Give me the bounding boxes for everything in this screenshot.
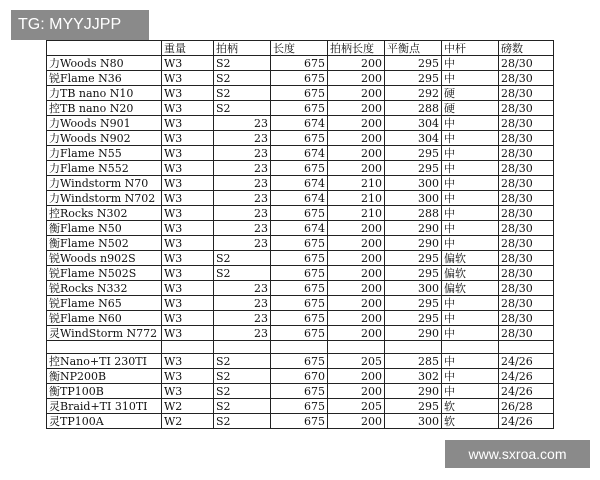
cell-model: 锐Flame N65 xyxy=(47,296,162,311)
cell-model: 力Woods N901 xyxy=(47,116,162,131)
table-row xyxy=(47,384,554,399)
cell-model: 锐Rocks N332 xyxy=(47,281,162,296)
table-row xyxy=(47,236,554,251)
cell-grip: 23 xyxy=(214,326,271,341)
cell-handle-length: 200 xyxy=(328,236,385,251)
cell-weight: W3 xyxy=(162,191,214,206)
cell-shaft: 中 xyxy=(442,384,499,399)
cell-length: 675 xyxy=(271,131,328,146)
cell-handle-length: 200 xyxy=(328,251,385,266)
header-handle-length: 拍柄长度 xyxy=(328,41,385,56)
cell-balance-point: 304 xyxy=(385,116,442,131)
channel-tag: TG: MYYJJPP xyxy=(11,10,149,40)
cell-model: 力Woods N80 xyxy=(47,56,162,71)
cell-model: 锐Flame N60 xyxy=(47,311,162,326)
cell-handle-length: 200 xyxy=(328,161,385,176)
table-spacer-row xyxy=(47,341,554,354)
cell-grip: 23 xyxy=(214,191,271,206)
cell-tension: 24/26 xyxy=(499,354,554,369)
cell-balance-point xyxy=(385,341,442,354)
cell-length: 675 xyxy=(271,56,328,71)
cell-tension: 28/30 xyxy=(499,146,554,161)
cell-length: 675 xyxy=(271,311,328,326)
cell-model: 力Windstorm N702 xyxy=(47,191,162,206)
cell-handle-length: 200 xyxy=(328,311,385,326)
cell-shaft: 中 xyxy=(442,116,499,131)
cell-handle-length: 200 xyxy=(328,101,385,116)
cell-weight: W3 xyxy=(162,71,214,86)
cell-shaft: 偏软 xyxy=(442,281,499,296)
cell-handle-length: 200 xyxy=(328,71,385,86)
cell-grip: 23 xyxy=(214,146,271,161)
cell-tension: 24/26 xyxy=(499,414,554,429)
cell-balance-point: 288 xyxy=(385,101,442,116)
cell-model: 衡Flame N50 xyxy=(47,221,162,236)
cell-model: 力Windstorm N70 xyxy=(47,176,162,191)
cell-shaft: 偏软 xyxy=(442,266,499,281)
cell-tension: 28/30 xyxy=(499,221,554,236)
header-tension: 磅数 xyxy=(499,41,554,56)
cell-tension: 28/30 xyxy=(499,251,554,266)
cell-handle-length: 210 xyxy=(328,176,385,191)
cell-balance-point: 288 xyxy=(385,206,442,221)
cell-balance-point: 302 xyxy=(385,369,442,384)
cell-handle-length: 200 xyxy=(328,266,385,281)
cell-balance-point: 290 xyxy=(385,384,442,399)
cell-weight: W3 xyxy=(162,236,214,251)
header-balance-point: 平衡点 xyxy=(385,41,442,56)
header-shaft: 中杆 xyxy=(442,41,499,56)
table-row xyxy=(47,399,554,414)
cell-shaft: 中 xyxy=(442,176,499,191)
cell-handle-length: 200 xyxy=(328,296,385,311)
table-row xyxy=(47,101,554,116)
cell-weight: W3 xyxy=(162,266,214,281)
cell-model: 锐Woods n902S xyxy=(47,251,162,266)
cell-length: 675 xyxy=(271,206,328,221)
cell-handle-length xyxy=(328,341,385,354)
table-row xyxy=(47,161,554,176)
cell-balance-point: 300 xyxy=(385,414,442,429)
table-row xyxy=(47,131,554,146)
cell-grip: S2 xyxy=(214,399,271,414)
cell-tension: 28/30 xyxy=(499,116,554,131)
cell-weight: W3 xyxy=(162,369,214,384)
cell-grip: 23 xyxy=(214,116,271,131)
cell-length: 675 xyxy=(271,71,328,86)
site-watermark: www.sxroa.com xyxy=(445,440,590,468)
cell-weight: W3 xyxy=(162,101,214,116)
cell-shaft: 中 xyxy=(442,161,499,176)
cell-balance-point: 290 xyxy=(385,326,442,341)
cell-length: 675 xyxy=(271,161,328,176)
cell-shaft: 软 xyxy=(442,414,499,429)
cell-tension: 28/30 xyxy=(499,281,554,296)
cell-length: 674 xyxy=(271,176,328,191)
cell-grip: 23 xyxy=(214,176,271,191)
table-row xyxy=(47,369,554,384)
cell-model: 灵Braid+TI 310TI xyxy=(47,399,162,414)
cell-length: 675 xyxy=(271,86,328,101)
cell-grip: 23 xyxy=(214,281,271,296)
cell-balance-point: 295 xyxy=(385,146,442,161)
cell-weight: W3 xyxy=(162,311,214,326)
cell-tension: 28/30 xyxy=(499,311,554,326)
cell-grip: 23 xyxy=(214,206,271,221)
cell-weight: W3 xyxy=(162,56,214,71)
cell-length: 675 xyxy=(271,236,328,251)
cell-grip: S2 xyxy=(214,71,271,86)
cell-weight: W3 xyxy=(162,296,214,311)
cell-shaft: 中 xyxy=(442,311,499,326)
cell-grip: 23 xyxy=(214,221,271,236)
cell-shaft: 中 xyxy=(442,236,499,251)
cell-length: 675 xyxy=(271,251,328,266)
cell-model: 衡TP100B xyxy=(47,384,162,399)
header-length: 长度 xyxy=(271,41,328,56)
header-weight: 重量 xyxy=(162,41,214,56)
cell-weight: W3 xyxy=(162,131,214,146)
cell-tension: 28/30 xyxy=(499,191,554,206)
cell-weight: W3 xyxy=(162,221,214,236)
cell-weight: W2 xyxy=(162,399,214,414)
table-row xyxy=(47,296,554,311)
cell-grip xyxy=(214,341,271,354)
cell-weight xyxy=(162,341,214,354)
cell-shaft: 偏软 xyxy=(442,251,499,266)
cell-balance-point: 295 xyxy=(385,71,442,86)
header-grip: 拍柄 xyxy=(214,41,271,56)
cell-grip: 23 xyxy=(214,131,271,146)
table-row xyxy=(47,116,554,131)
cell-weight: W3 xyxy=(162,281,214,296)
cell-model: 锐Flame N502S xyxy=(47,266,162,281)
cell-length xyxy=(271,341,328,354)
cell-handle-length: 200 xyxy=(328,384,385,399)
cell-handle-length: 200 xyxy=(328,86,385,101)
cell-balance-point: 295 xyxy=(385,266,442,281)
cell-grip: S2 xyxy=(214,56,271,71)
cell-grip: S2 xyxy=(214,354,271,369)
table-row xyxy=(47,56,554,71)
cell-length: 674 xyxy=(271,146,328,161)
cell-tension: 28/30 xyxy=(499,206,554,221)
table-row xyxy=(47,176,554,191)
cell-weight: W3 xyxy=(162,206,214,221)
cell-balance-point: 300 xyxy=(385,176,442,191)
cell-shaft xyxy=(442,341,499,354)
cell-model: 控Nano+TI 230TI xyxy=(47,354,162,369)
cell-tension: 28/30 xyxy=(499,236,554,251)
cell-model: 衡NP200B xyxy=(47,369,162,384)
cell-weight: W3 xyxy=(162,86,214,101)
cell-handle-length: 205 xyxy=(328,354,385,369)
cell-length: 675 xyxy=(271,326,328,341)
cell-model: 控TB nano N20 xyxy=(47,101,162,116)
cell-grip: S2 xyxy=(214,369,271,384)
cell-weight: W3 xyxy=(162,161,214,176)
cell-grip: 23 xyxy=(214,311,271,326)
cell-grip: 23 xyxy=(214,236,271,251)
table-row xyxy=(47,326,554,341)
cell-model: 力Woods N902 xyxy=(47,131,162,146)
cell-model: 控Rocks N302 xyxy=(47,206,162,221)
cell-tension xyxy=(499,341,554,354)
cell-tension: 28/30 xyxy=(499,161,554,176)
cell-shaft: 中 xyxy=(442,206,499,221)
cell-length: 675 xyxy=(271,354,328,369)
table-row xyxy=(47,311,554,326)
table-row xyxy=(47,251,554,266)
cell-balance-point: 295 xyxy=(385,399,442,414)
cell-weight: W3 xyxy=(162,176,214,191)
cell-tension: 24/26 xyxy=(499,384,554,399)
cell-tension: 24/26 xyxy=(499,369,554,384)
cell-balance-point: 304 xyxy=(385,131,442,146)
cell-shaft: 中 xyxy=(442,354,499,369)
cell-weight: W3 xyxy=(162,384,214,399)
cell-length: 675 xyxy=(271,399,328,414)
table-row xyxy=(47,266,554,281)
cell-grip: 23 xyxy=(214,161,271,176)
cell-tension: 28/30 xyxy=(499,56,554,71)
cell-handle-length: 200 xyxy=(328,146,385,161)
cell-balance-point: 295 xyxy=(385,56,442,71)
cell-length: 674 xyxy=(271,221,328,236)
cell-tension: 28/30 xyxy=(499,326,554,341)
cell-tension: 28/30 xyxy=(499,101,554,116)
cell-handle-length: 200 xyxy=(328,221,385,236)
cell-shaft: 中 xyxy=(442,146,499,161)
cell-handle-length: 210 xyxy=(328,206,385,221)
cell-shaft: 中 xyxy=(442,131,499,146)
cell-balance-point: 292 xyxy=(385,86,442,101)
cell-balance-point: 300 xyxy=(385,191,442,206)
cell-length: 675 xyxy=(271,384,328,399)
cell-model: 力Flame N552 xyxy=(47,161,162,176)
cell-shaft: 硬 xyxy=(442,86,499,101)
cell-tension: 26/28 xyxy=(499,399,554,414)
cell-model: 灵WindStorm N772 xyxy=(47,326,162,341)
cell-balance-point: 295 xyxy=(385,311,442,326)
cell-balance-point: 300 xyxy=(385,281,442,296)
cell-shaft: 中 xyxy=(442,221,499,236)
cell-balance-point: 290 xyxy=(385,221,442,236)
cell-weight: W3 xyxy=(162,251,214,266)
table-row xyxy=(47,206,554,221)
cell-weight: W3 xyxy=(162,146,214,161)
cell-length: 674 xyxy=(271,191,328,206)
cell-shaft: 中 xyxy=(442,296,499,311)
cell-grip: S2 xyxy=(214,101,271,116)
cell-weight: W3 xyxy=(162,116,214,131)
cell-model: 力Flame N55 xyxy=(47,146,162,161)
cell-grip: S2 xyxy=(214,251,271,266)
cell-length: 675 xyxy=(271,281,328,296)
cell-model: 灵TP100A xyxy=(47,414,162,429)
racket-spec-table xyxy=(46,40,554,429)
cell-length: 675 xyxy=(271,266,328,281)
cell-length: 674 xyxy=(271,116,328,131)
cell-model: 衡Flame N502 xyxy=(47,236,162,251)
cell-tension: 28/30 xyxy=(499,131,554,146)
table-row xyxy=(47,414,554,429)
cell-weight: W3 xyxy=(162,326,214,341)
cell-tension: 28/30 xyxy=(499,71,554,86)
cell-model: 力TB nano N10 xyxy=(47,86,162,101)
cell-length: 670 xyxy=(271,369,328,384)
table-row xyxy=(47,146,554,161)
table-row xyxy=(47,221,554,236)
cell-length: 675 xyxy=(271,414,328,429)
cell-shaft: 中 xyxy=(442,56,499,71)
cell-tension: 28/30 xyxy=(499,86,554,101)
cell-tension: 28/30 xyxy=(499,296,554,311)
cell-grip: S2 xyxy=(214,384,271,399)
cell-handle-length: 200 xyxy=(328,326,385,341)
cell-balance-point: 295 xyxy=(385,161,442,176)
table-row xyxy=(47,281,554,296)
cell-weight: W2 xyxy=(162,414,214,429)
cell-length: 675 xyxy=(271,101,328,116)
cell-shaft: 中 xyxy=(442,71,499,86)
table-row xyxy=(47,191,554,206)
table-row xyxy=(47,71,554,86)
table-row xyxy=(47,354,554,369)
cell-handle-length: 200 xyxy=(328,56,385,71)
cell-model: 锐Flame N36 xyxy=(47,71,162,86)
cell-balance-point: 295 xyxy=(385,296,442,311)
cell-balance-point: 295 xyxy=(385,251,442,266)
cell-tension: 28/30 xyxy=(499,176,554,191)
cell-handle-length: 200 xyxy=(328,281,385,296)
cell-balance-point: 290 xyxy=(385,236,442,251)
cell-grip: S2 xyxy=(214,86,271,101)
cell-handle-length: 205 xyxy=(328,399,385,414)
cell-grip: 23 xyxy=(214,296,271,311)
cell-grip: S2 xyxy=(214,414,271,429)
cell-weight: W3 xyxy=(162,354,214,369)
header-model xyxy=(47,41,162,56)
cell-grip: S2 xyxy=(214,266,271,281)
cell-balance-point: 285 xyxy=(385,354,442,369)
cell-shaft: 中 xyxy=(442,369,499,384)
cell-handle-length: 200 xyxy=(328,369,385,384)
cell-handle-length: 200 xyxy=(328,116,385,131)
table-row xyxy=(47,86,554,101)
cell-shaft: 硬 xyxy=(442,101,499,116)
cell-tension: 28/30 xyxy=(499,266,554,281)
cell-length: 675 xyxy=(271,296,328,311)
cell-shaft: 中 xyxy=(442,326,499,341)
cell-model xyxy=(47,341,162,354)
cell-handle-length: 210 xyxy=(328,191,385,206)
cell-shaft: 软 xyxy=(442,399,499,414)
table-header-row xyxy=(47,41,554,56)
cell-handle-length: 200 xyxy=(328,131,385,146)
cell-handle-length: 200 xyxy=(328,414,385,429)
cell-shaft: 中 xyxy=(442,191,499,206)
